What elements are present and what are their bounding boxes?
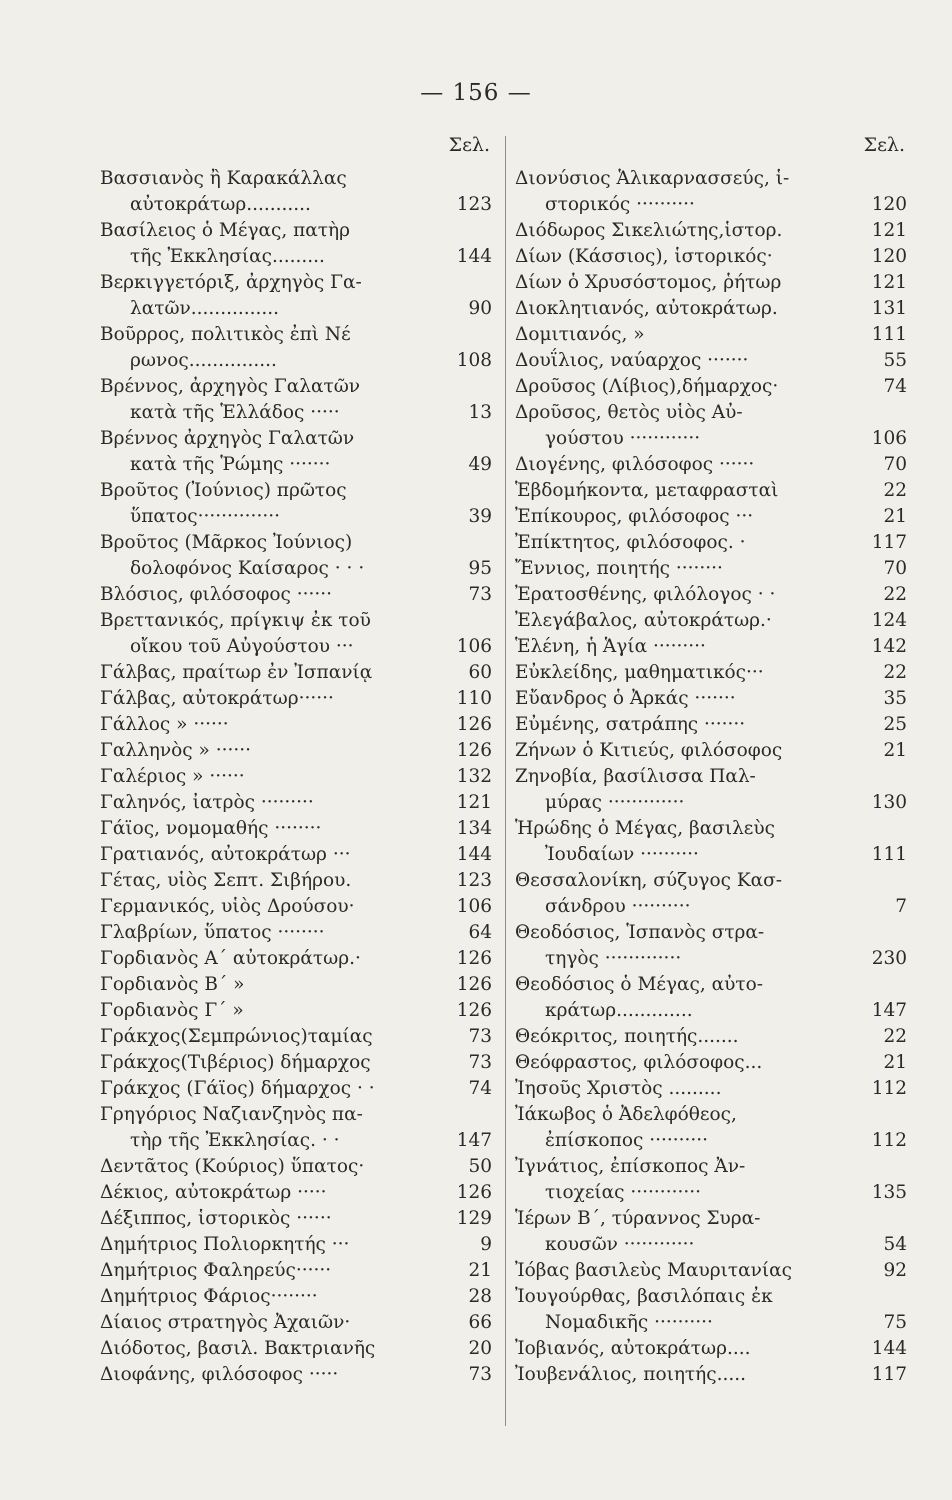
index-entry-line [100,322,492,348]
entry-page-number: 28 [468,1286,492,1307]
entry-page-number: 21 [883,506,907,527]
entry-text: Γορδιανὸς Γ΄ » [100,1000,244,1021]
index-entry-line [515,920,907,946]
index-entry-line [515,244,907,270]
entry-page-number [440,374,492,400]
index-entry-line [100,296,492,322]
entry-text: Γάλβας, αὐτοκράτωρ······ [100,688,334,709]
entry-page-number: 75 [883,1312,907,1333]
entry-page-number: 25 [883,714,907,735]
index-entry-line [515,1128,907,1154]
index-entry-line [515,322,907,348]
entry-text: Νομαδικῆς ·········· [545,1312,713,1333]
entry-list [100,166,492,1388]
entry-page-number [855,868,907,894]
entry-page-number [440,1102,492,1128]
entry-page-number: 55 [883,350,907,371]
index-entry-line [515,270,907,296]
entry-page-number: 22 [883,662,907,683]
entry-page-number: 90 [468,298,492,319]
entry-page-number: 135 [871,1182,907,1203]
entry-page-number: 73 [468,1364,492,1385]
index-entry-line [515,712,907,738]
entry-page-number: 121 [456,792,492,813]
entry-page-number: 126 [456,714,492,735]
entry-page-number: 21 [468,1260,492,1281]
entry-text: στορικός ·········· [545,194,695,215]
entry-text: Γρατιανός, αὐτοκράτωρ ··· [100,844,351,865]
entry-page-number: 7 [895,896,907,917]
index-entry-line [100,452,492,478]
index-entry-line [100,1180,492,1206]
index-entry-line [515,608,907,634]
entry-page-number: 108 [456,350,492,371]
entry-text: Διόδωρος Σικελιώτης,ἱστορ. [515,220,783,241]
entry-text: Δέξιππος, ἱστορικὸς ······ [100,1208,332,1229]
entry-text: κουσῶν ············ [545,1234,695,1255]
entry-page-number: 22 [883,584,907,605]
index-entry-line [100,504,492,530]
entry-text: Ἰουδαίων ·········· [545,844,699,865]
entry-page-number [855,166,907,192]
entry-page-number: 134 [456,818,492,839]
index-entry-line [100,348,492,374]
entry-text: Θεσσαλονίκη, σύζυγος Κασ- [515,870,783,891]
entry-text: Διογένης, φιλόσοφος ······ [515,454,755,475]
entry-page-number: 126 [456,974,492,995]
entry-page-number: 120 [871,194,907,215]
entry-text: Γερμανικός, υἱὸς Δρούσου· [100,896,355,917]
index-entry-line [515,738,907,764]
entry-text: Θεοδόσιος ὁ Μέγας, αὐτο- [515,974,764,995]
index-entry-line [515,478,907,504]
entry-page-number: 120 [871,246,907,267]
entry-page-number: 54 [883,1234,907,1255]
entry-text: Ἑβδομήκοντα, μεταφρασταὶ [515,480,779,501]
entry-page-number: 147 [456,1130,492,1151]
index-entry-line [515,166,907,192]
entry-text: Ἱέρων Β΄, τύραννος Συρα- [515,1208,761,1229]
index-entry-line [100,634,492,660]
index-entry-line [515,426,907,452]
entry-page-number: 129 [456,1208,492,1229]
index-entry-line [515,1232,907,1258]
entry-page-number: 111 [871,844,907,865]
index-entry-line [100,712,492,738]
index-entry-line [100,1310,492,1336]
index-entry-line [515,634,907,660]
entry-page-number: 110 [456,688,492,709]
index-entry-line [515,218,907,244]
entry-text: μύρας ············· [545,792,685,813]
entry-text: λατῶν............... [130,298,279,319]
index-entry-line [515,764,907,790]
entry-text: σάνδρου ·········· [545,896,691,917]
index-entry-line [100,1336,492,1362]
entry-page-number [855,1102,907,1128]
index-entry-line [515,1102,907,1128]
index-entry-line [515,1258,907,1284]
index-entry-line [515,1024,907,1050]
entry-page-number: 147 [871,1000,907,1021]
entry-text: Ἡρώδης ὁ Μέγας, βασιλεὺς [515,818,775,839]
entry-text: τὴρ τῆς Ἐκκλησίας. · · [130,1130,340,1151]
entry-page-number [855,972,907,998]
index-entry-line [515,192,907,218]
entry-text: δολοφόνος Καίσαρος · · · [130,558,365,579]
index-entry-line [515,816,907,842]
index-entry-line [100,400,492,426]
entry-text: Δίων (Κάσσιος), ἱστορικός· [515,246,773,267]
entry-text: Ἰάκωβος ὁ Ἀδελφόθεος, [515,1104,737,1125]
index-entry-line [100,478,492,504]
index-entry-line [100,790,492,816]
index-entry-line [515,1362,907,1388]
index-entry-line [100,582,492,608]
entry-page-number: 73 [468,584,492,605]
index-entry-line [100,738,492,764]
index-entry-line [515,868,907,894]
index-entry-line [100,1076,492,1102]
entry-text: Γλαβρίων, ὕπατος ········ [100,922,325,943]
entry-page-number: 117 [871,1364,907,1385]
entry-text: Ἑλένη, ἡ Ἁγία ········· [515,636,706,657]
entry-text: Διονύσιος Ἁλικαρνασσεύς, ἱ- [515,168,790,189]
entry-text: ρωνος............... [130,350,277,371]
entry-page-number: 230 [871,948,907,969]
entry-page-number: 130 [871,792,907,813]
entry-text: Γορδιανὸς Α΄ αὐτοκράτωρ.· [100,948,361,969]
entry-text: Ἐλεγάβαλος, αὐτοκράτωρ.· [515,610,772,631]
entry-page-number: 64 [468,922,492,943]
entry-text: Γρηγόριος Ναζιανζηνὸς πα- [100,1104,363,1125]
entry-text: Δομιτιανός, » [515,324,645,345]
entry-text: τιοχείας ············ [545,1182,701,1203]
index-entry-line [100,218,492,244]
index-entry-line [100,816,492,842]
entry-page-number: 112 [871,1078,907,1099]
entry-text: Ἔννιος, ποιητής ········ [515,558,723,579]
entry-text: Δίαιος στρατηγὸς Ἀχαιῶν· [100,1312,351,1333]
index-entry-line [515,660,907,686]
index-entry-line [515,1050,907,1076]
entry-page-number: 126 [456,1000,492,1021]
index-entry-line [100,946,492,972]
index-entry-line [515,348,907,374]
index-entry-line [100,1024,492,1050]
index-entry-line [515,1310,907,1336]
index-entry-line [100,1206,492,1232]
entry-page-number [440,426,492,452]
entry-text: Δροῦσος, θετὸς υἱὸς Αὐ- [515,402,743,423]
index-entry-line [100,1232,492,1258]
index-entry-line [515,1206,907,1232]
entry-text: Εὐμένης, σατράπης ······· [515,714,746,735]
entry-text: Δουΐλιος, ναύαρχος ······· [515,350,749,371]
entry-page-number: 126 [456,740,492,761]
index-entry-line [515,400,907,426]
entry-text: οἴκου τοῦ Αὐγούστου ··· [130,636,354,657]
entry-page-number: 39 [468,506,492,527]
entry-page-number: 111 [871,324,907,345]
entry-page-number: 74 [883,376,907,397]
entry-text: κατὰ τῆς Ῥώμης ······· [130,454,331,475]
entry-text: Βρεττανικός, πρίγκιψ ἐκ τοῦ [100,610,371,631]
index-entry-line [515,452,907,478]
entry-page-number: 112 [871,1130,907,1151]
entry-text: Γέτας, υἱὸς Σεπτ. Σιβήρου. [100,870,352,891]
index-entry-line [100,166,492,192]
entry-text: Ἰουβενάλιος, ποιητής..... [515,1364,746,1385]
entry-page-number: 117 [871,532,907,553]
index-entry-line [515,1076,907,1102]
index-entry-line [100,1050,492,1076]
entry-text: Γάλβας, πραίτωρ ἐν Ἰσπανίᾳ [100,662,373,683]
entry-text: Ἐπίκτητος, φιλόσοφος. · [515,532,746,553]
index-entry-line [515,686,907,712]
entry-text: τῆς Ἐκκλησίας......... [130,246,325,267]
index-entry-line [100,374,492,400]
entry-text: αὐτοκράτωρ........... [130,194,311,215]
index-entry-line [515,296,907,322]
index-entry-line [515,1154,907,1180]
index-entry-line [515,556,907,582]
index-entry-line [100,192,492,218]
entry-page-number: 95 [468,558,492,579]
entry-page-number: 60 [468,662,492,683]
entry-text: Ἐρατοσθένης, φιλόλογος · · [515,584,776,605]
index-entry-line [515,504,907,530]
entry-page-number [440,608,492,634]
entry-page-number: 73 [468,1026,492,1047]
index-entry-line [515,790,907,816]
entry-page-number: 106 [456,636,492,657]
entry-text: Ἰοβιανός, αὐτοκράτωρ.... [515,1338,751,1359]
entry-page-number: 106 [871,428,907,449]
column-divider [505,136,506,1426]
entry-text: Θεοδόσιος, Ἱσπανὸς στρα- [515,922,765,943]
entry-page-number: 126 [456,948,492,969]
entry-text: Βρέννος ἀρχηγὸς Γαλατῶν [100,428,355,449]
index-entry-line [515,998,907,1024]
entry-page-number [855,1154,907,1180]
entry-page-number [440,478,492,504]
entry-text: Βρέννος, ἀρχηγὸς Γαλατῶν [100,376,361,397]
entry-text: Δροῦσος (Λίβιος),δήμαρχος· [515,376,779,397]
index-entry-line [515,972,907,998]
index-entry-line [100,894,492,920]
entry-text: Δημήτριος Φάριος········ [100,1286,318,1307]
entry-page-number: 142 [871,636,907,657]
entry-text: Ἐπίκουρος, φιλόσοφος ··· [515,506,754,527]
entry-text: Εὔανδρος ὁ Ἀρκάς ······· [515,688,736,709]
entry-page-number: 123 [456,194,492,215]
entry-page-number [855,1284,907,1310]
entry-text: Γάλλος » ······ [100,714,229,735]
entry-text: Γαληνός, ἰατρὸς ········· [100,792,314,813]
entry-text: Ζηνοβία, βασίλισσα Παλ- [515,766,756,787]
index-entry-line [100,1362,492,1388]
entry-text: Διόδοτος, βασιλ. Βακτριανῆς [100,1338,376,1359]
entry-text: Βροῦτος (Μᾶρκος Ἰούνιος) [100,532,353,553]
entry-text: Ἰησοῦς Χριστὸς ......... [515,1078,722,1099]
index-entry-line [515,1180,907,1206]
entry-page-number: 35 [883,688,907,709]
entry-page-number: 49 [468,454,492,475]
entry-text: Ἰουγούρθας, βασιλόπαις ἐκ [515,1286,773,1307]
entry-page-number: 70 [883,454,907,475]
entry-text: Γαλληνὸς » ······ [100,740,251,761]
entry-page-number: 126 [456,1182,492,1203]
entry-text: Δίων ὁ Χρυσόστομος, ῥήτωρ [515,272,782,293]
entry-page-number [855,1206,907,1232]
index-entry-line [100,608,492,634]
entry-page-number [440,166,492,192]
entry-text: Γάϊος, νομομαθής ········ [100,818,322,839]
entry-page-number: 144 [456,844,492,865]
index-entry-line [515,374,907,400]
index-entry-line [100,920,492,946]
entry-text: Δεντᾶτος (Κούριος) ὕπατος· [100,1156,365,1177]
entry-page-number: 20 [468,1338,492,1359]
entry-page-number [440,270,492,296]
index-entry-line [100,426,492,452]
entry-text: Ἰόβας βασιλεὺς Μαυριτανίας [515,1260,792,1281]
entry-text: Βασσιανὸς ἢ Καρακάλλας [100,168,347,189]
entry-text: κατὰ τῆς Ἑλλάδος ····· [130,402,340,423]
entry-page-number: 22 [883,1026,907,1047]
entry-page-number [855,816,907,842]
entry-page-number [440,218,492,244]
index-entry-line [515,894,907,920]
entry-page-number: 21 [883,1052,907,1073]
index-entry-line [100,270,492,296]
index-entry-line [100,1154,492,1180]
index-entry-line [100,660,492,686]
entry-text: Βασίλειος ὁ Μέγας, πατὴρ [100,220,350,241]
entry-text: Διοφάνης, φιλόσοφος ····· [100,1364,339,1385]
entry-text: Θεόφραστος, φιλόσοφος... [515,1052,763,1073]
index-entry-line [515,946,907,972]
column-header-page: Σελ. [863,134,905,156]
page-number: — 156 — [420,80,532,106]
entry-page-number: 121 [871,220,907,241]
entry-text: Γορδιανὸς Β΄ » [100,974,245,995]
entry-text: Διοκλητιανός, αὐτοκράτωρ. [515,298,778,319]
entry-text: Βερκιγγετόριξ, ἀρχηγὸς Γα- [100,272,362,293]
entry-list [515,166,907,1388]
entry-text: Βροῦτος (Ἰούνιος) πρῶτος [100,480,347,501]
entry-text: Δημήτριος Πολιορκητής ··· [100,1234,350,1255]
entry-text: Γαλέριος » ······ [100,766,245,787]
entry-text: Θεόκριτος, ποιητής....... [515,1026,739,1047]
index-entry-line [515,1284,907,1310]
index-entry-line [100,530,492,556]
entry-page-number: 144 [871,1338,907,1359]
entry-page-number: 9 [480,1234,492,1255]
entry-text: τηγὸς ············· [545,948,682,969]
entry-text: ἐπίσκοπος ·········· [545,1130,709,1151]
entry-page-number: 74 [468,1078,492,1099]
entry-page-number: 132 [456,766,492,787]
column-header-page: Σελ. [448,134,490,156]
entry-page-number: 13 [468,402,492,423]
index-column-left [100,134,492,1388]
index-entry-line [515,530,907,556]
entry-page-number [855,400,907,426]
index-entry-line [100,1284,492,1310]
entry-page-number: 21 [883,740,907,761]
entry-page-number [440,530,492,556]
index-entry-line [100,868,492,894]
index-entry-line [100,842,492,868]
entry-text: Γράκχος(Τιβέριος) δήμαρχος [100,1052,371,1073]
index-column-right [515,134,907,1388]
entry-text: Βλόσιος, φιλόσοφος ······ [100,584,333,605]
entry-text: Βοῦρρος, πολιτικὸς ἐπὶ Νέ [100,324,351,345]
entry-page-number: 73 [468,1052,492,1073]
index-entry-line [100,244,492,270]
entry-page-number: 106 [456,896,492,917]
entry-page-number: 124 [871,610,907,631]
entry-page-number: 131 [871,298,907,319]
entry-page-number: 123 [456,870,492,891]
entry-page-number: 66 [468,1312,492,1333]
entry-page-number [855,920,907,946]
entry-text: γούστου ············ [545,428,701,449]
index-entry-line [100,764,492,790]
entry-page-number [440,322,492,348]
entry-text: Ζήνων ὁ Κιτιεύς, φιλόσοφος [515,740,783,761]
index-entry-line [100,1258,492,1284]
entry-page-number: 22 [883,480,907,501]
index-entry-line [100,998,492,1024]
index-entry-line [515,842,907,868]
entry-page-number: 70 [883,558,907,579]
index-entry-line [100,686,492,712]
entry-text: Γράκχος(Σεμπρώνιος)ταμίας [100,1026,373,1047]
entry-page-number [855,764,907,790]
entry-text: Γράκχος (Γάϊος) δήμαρχος · · [100,1078,375,1099]
entry-page-number: 144 [456,246,492,267]
entry-page-number: 50 [468,1156,492,1177]
entry-text: Ἰγνάτιος, ἐπίσκοπος Ἀν- [515,1156,746,1177]
index-entry-line [100,1128,492,1154]
entry-text: κράτωρ............. [545,1000,693,1021]
entry-page-number: 121 [871,272,907,293]
index-entry-line [100,972,492,998]
entry-page-number: 92 [883,1260,907,1281]
entry-text: Δέκιος, αὐτοκράτωρ ····· [100,1182,327,1203]
entry-text: ὕπατος·············· [130,506,280,527]
index-entry-line [515,582,907,608]
entry-text: Εὐκλείδης, μαθηματικός··· [515,662,764,683]
entry-text: Δημήτριος Φαληρεύς······ [100,1260,332,1281]
index-entry-line [515,1336,907,1362]
index-entry-line [100,1102,492,1128]
index-entry-line [100,556,492,582]
